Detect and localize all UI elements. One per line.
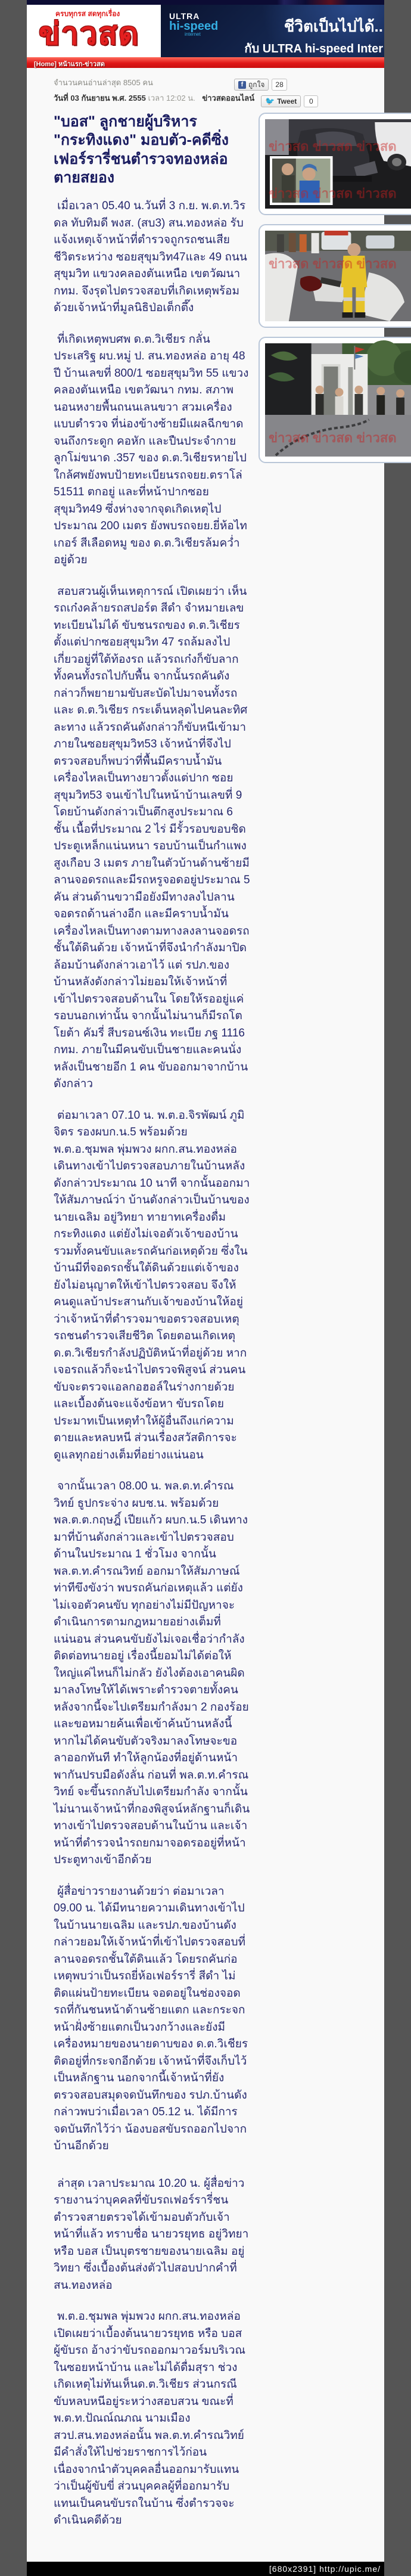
facebook-like-count: 28 <box>272 79 287 91</box>
article-headline: "บอส" ลูกชายผู้บริหาร "กระทิงแดง" มอบตัว-คดีซิ่งเฟอร์รารี่ชนตำรวจทองหล่อตายสยอง <box>54 113 229 186</box>
article-paragraph: ล่าสุด เวลาประมาณ 10.20 น. ผู้สื่อข่าวรายงานว่าบุคคลที่ขับรถเฟอร์รารี่ชนตำรวจสายตรวจได้เข้ามอบตัวกับเจ้าหน้าที่แล้ว ทราบชื่อ นายวรยุทธ อยู่วิทยา หรือ บอส เป็นบุตรชายของนายเฉลิม อยู่วิทยา ซึ่งเบื้องต้นส่งตัวไปสอบปากคำที่สน.ทองหล่อ <box>54 2177 249 2292</box>
breadcrumb-home-link[interactable]: [Home] หน้าแรก-ข่าวสด <box>27 57 384 68</box>
image-host-credit: [680x2391] http://upic.me/ <box>269 2563 381 2574</box>
site-header <box>27 5 384 57</box>
article-paragraph: พ.ต.อ.ชุมพล พุ่มพวง ผกก.สน.ทองหล่อ เปิดเผยว่าเบื้องต้นนายวรยุทธ หรือ บอส ผู้ขับรถ อ้างว่าขับรถออกมาวอร์มบริเวณในซอยหน้าบ้าน และไม่ได้ดื่มสุรา ช่วงเกิดเหตุไม่ทันเห็นด.ต.วิเชียร ส่วนกรณีขับหลบหนีอยู่ระหว่างสอบสวน ขณะที่ พ.ต.ท.ปัณณ์ณภณ นามเมือง สวป.สน.ทองหล่อนั้น พล.ต.ท.คำรณวิทย์มีคำสั่งให้ไปช่วยราชการไว้ก่อน เนื่องจากนำตัวบุคคลอื่นออกมารับแทน ว่าเป็นผู้ขับขี่ ส่วนบุคคลผู้ที่ออกมารับแทนเป็นคนขับรถในบ้าน ซึ่งตำรวจจะดำเนินคดีด้วย <box>54 2310 246 2527</box>
facebook-like-label: ถูกใจ <box>248 80 265 89</box>
facebook-like-button[interactable] <box>234 79 269 91</box>
article-paragraph: เมื่อเวลา 05.40 น.วันที่ 3 ก.ย. พ.ต.ท.วิรดล ทับทิมดี พงส. (สบ3) สน.ทองหล่อ รับแจ้งเหตุเจ้าหน้าที่ตำรวจถูกรถชนเสียชีวิตระหว่าง ซอยสุขุมวิท47และ 49 ถนนสุขุมวิท แขวงคลองตันเหนือ เขตวัฒนา กทม. จึงรุดไปตรวจสอบที่เกิดเหตุพร้อมด้วยเจ้าหน้าที่มูลนิธิป่อเต็กตึ๊ง <box>54 200 247 314</box>
photo-watermark: ข่าวสด ข่าวสด ข่าวสด <box>269 186 397 201</box>
photo-watermark: ข่าวสด ข่าวสด ข่าวสด <box>269 139 397 154</box>
article-meta <box>27 68 384 108</box>
ad-brand-internet: internet <box>185 32 201 37</box>
page <box>27 0 397 2576</box>
photo-house-entrance-illustration <box>265 343 411 457</box>
photo-watermark: ข่าวสด ข่าวสด ข่าวสด <box>269 430 397 445</box>
logo-text: ข่าวสด <box>39 17 140 51</box>
facebook-icon: f <box>238 81 246 89</box>
article-paragraph: จากนั้นเวลา 08.00 น. พล.ต.ท.คำรณวิทย์ ธูปกระจ่าง ผบช.น. พร้อมด้วย พล.ต.ต.กฤษฎิ์ เปียแก้ว ผบก.น.5 เดินทางมาที่บ้านดังกล่าวและเข้าไปตรวจสอบด้านในประมาณ 1 ชั่วโมง จากนั้น พล.ต.ท.คำรณวิทย์ ออกมาให้สัมภาษณ์ท่าทีขึงขังว่า พบรถคันก่อเหตุแล้ว แต่ยังไม่เจอตัวคนขับ ทุกอย่างไม่มีปัญหาจะดำเนินการตามกฎหมายอย่างเต็มที่แน่นอน ส่วนคนขับยังไม่เจอเชื่อว่ากำลังติดต่อทนายอยู่ เรื่องนี้ยอมไม่ได้ต่อให้ใหญ่แค่ไหนก็ไม่กลัว ยังไงต้องเอาคนผิดมาลงโทษให้ได้เพราะตำรวจตายทั้งคน หลังจากนี้จะไปเตรียมกำลังมา 2 กองร้อย และขอหมายค้นเพื่อเข้าค้นบ้านหลังนี้ หากไม่ได้คนขับตัวจริงมาลงโทษจะขอลาออกทันที ทำให้ลูกน้องที่อยู่ด้านหน้าพากันปรบมือดังลั่น ก่อนที่ พล.ต.ท.คำรณวิทย์ จะขึ้นรถกลับไปเตรียมกำลัง จากนั้นไม่นานเจ้าหน้าที่กองพิสูจน์หลักฐานก็เดินทางเข้าไปตรวจสอบด้านในบ้าน และเจ้าหน้าที่ตำรวจนำรถยกมาจอดรออยู่ที่หน้าประตูทางเข้าอีกด้วย <box>54 1480 250 1866</box>
photo-accident-scene <box>265 231 411 321</box>
photo-house-entrance <box>265 343 411 457</box>
photo-crashed-ferrari-illustration <box>265 119 411 209</box>
article-photo-column <box>250 113 411 2544</box>
photo-accident-scene-illustration <box>265 231 411 321</box>
ultra-hispeed-ad-banner[interactable] <box>161 5 384 57</box>
article-time: เวลา 12:02 น. <box>148 94 195 103</box>
image-host-footer <box>27 2562 384 2576</box>
photo-box-ferrari <box>259 113 411 215</box>
article-paragraph: ที่เกิดเหตุพบศพ ด.ต.วิเชียร กลั่นประเสริฐ ผบ.หมู่ ป. สน.ทองหล่อ อายุ 48 ปี บ้านเลขที่ 800/1 ซอยสุขุมวิท 55 แขวงคลองตันเหนือ เขตวัฒนา กทม. สภาพนอนหงายพื้นถนนเลนขวา สวมเครื่องแบบตำรวจ ที่น่องข้างซ้ายมีแผลฉีกขาดจนถึงกระดูก คอหัก และปืนประจำกายลูกโม่ขนาด .357 ของ ด.ต.วิเชียรหายไป ใกล้ศพยังพบป้ายทะเบียนรถจยย.ตราโล่ 51511 ตกอยู่ และที่หน้าปากซอยสุขุมวิท49 ซึ่งห่างจากจุดเกิดเหตุไปประมาณ 200 เมตร ยังพบรถจยย.ยี่ห้อไทเกอร์ สีเลือดหมู ของ ด.ต.วิเชียรล้มคว่ำอยู่ด้วย <box>54 333 249 566</box>
social-buttons <box>234 79 377 112</box>
ultra-hispeed-logo <box>169 12 218 37</box>
photo-crashed-ferrari <box>265 119 411 209</box>
article-paragraph: ต่อมาเวลา 07.10 น. พ.ต.อ.จิรพัฒน์ ภูมิจิตร รองผบก.น.5 พร้อมด้วย พ.ต.อ.ชุมพล พุ่มพวง ผกก.สน.ทองหล่อ เดินทางเข้าไปตรวจสอบภายในบ้านหลังดังกล่าวประมาณ 10 นาที จากนั้นออกมาให้สัมภาษณ์ว่า บ้านดังกล่าวเป็นบ้านของ นายเฉลิม อยู่วิทยา ทายาทเครื่องดื่มกระทิงแดง แต่ยังไม่เจอตัวเจ้าของบ้าน รวมทั้งคนขับและรถคันก่อเหตุด้วย ซึ่งในบ้านมีที่จอดรถชั้นใต้ดินด้วยแต่เจ้าของยังไม่อนุญาตให้เข้าไปตรวจสอบ จึงให้คนดูแลบ้าประสานกับเจ้าของบ้านให้อยู่ว่าเจ้าหน้าที่ตำรวจมาขอตรวจสอบเหตุรถชนตำรวจเสียชีวิต โดยตอนเกิดเหตุ ด.ต.วิเชียรกำลังปฏิบัติหน้าที่อยู่ด้วย หากเจอรถแล้วก็จะนำไปตรวจพิสูจน์ ส่วนคนขับจะตรวจแอลกอฮอล์ในร่างกายด้วย และเบื้องต้นจะแจ้งข้อหา ขับรถโดยประมาทเป็นเหตุทำให้ผู้อื่นถึงแก่ความตายและหลบหนี ส่วนเรื่องสวัสดิการจะดูแลทุกอย่างเต็มที่อย่างแน่นอน <box>54 1109 250 1461</box>
tweet-row <box>261 95 377 107</box>
tweet-count: 0 <box>304 95 318 107</box>
ad-brand-ultra: ULTRA <box>169 11 200 21</box>
twitter-bird-icon: 🐦 <box>265 97 275 105</box>
photo-box-house <box>259 337 411 463</box>
article-body <box>27 108 397 2562</box>
article-text-column <box>54 113 250 2544</box>
photo-watermark: ข่าวสด ข่าวสด ข่าวสด <box>269 256 397 271</box>
khaosod-logo[interactable] <box>27 5 161 57</box>
article-source: ข่าวสดออนไลน์ <box>202 94 255 103</box>
tweet-button[interactable] <box>261 95 301 107</box>
logo-tagline: ครบทุกรส สดทุกเรื่อง <box>55 10 120 18</box>
facebook-like-row <box>234 79 377 91</box>
article-paragraph: สอบสวนผู้เห็นเหตุการณ์ เปิดเผยว่า เห็นรถเก๋งคล้ายรถสปอร์ต สีดำ จำหมายเลขทะเบียนไม่ได้ ขับชนรถของ ด.ต.วิเชียร ตั้งแต่ปากซอยสุขุมวิท 47 รถล้มลงไปเกี่ยวอยู่ที่ใต้ท้องรถ แล้วรถเก๋งก็ขับลากทั้งคนทั้งรถไปกับพื้น จากนั้นรถคันดังกล่าวก็พยายามขับสะบัดไปมาจนทั้งรถและ ด.ต.วิเชียร กระเด็นหลุดไปคนละทิศละทาง แล้วรถคันดังกล่าวก็ขับหนีเข้ามาภายในซอยสุขุมวิท53 เจ้าหน้าที่จึงไปตรวจสอบก็พบว่าที่พื้นมีคราบน้ำมันเครื่องไหลเป็นทางยาวตั้งแต่ปาก ซอยสุขุมวิท53 จนเข้าไปในหน้าบ้านเลขที่ 9 โดยบ้านดังกล่าวเป็นตึกสูงประมาณ 6 ชั้น เนื้อที่ประมาณ 2 ไร่ มีรั้วรอบขอบชิดประตูเหล็กแน่นหนา รอบบ้านเป็นกำแพงสูงเกือบ 3 เมตร ภายในตัวบ้านด้านซ้ายมีลานจอดรถและมีรถหรูจอดอยู่ประมาณ 5 คัน ส่วนด้านขวามือยังมีทางลงไปลานจอดรถด้านล่างอีก และมีคราบน้ำมันเครื่องไหลเป็นทางตามทางลงลานจอดรถชั้นใต้ดินด้วย เจ้าหน้าที่จึงนำกำลังมาปิดล้อมบ้านดังกล่าวเอาไว้ แต่ รปภ.ของบ้านหลังดังกล่าวไม่ยอมให้เจ้าหน้าที่เข้าไปตรวจสอบด้านใน โดยให้รออยู่แค่รอบนอกเท่านั้น จากนั้นไม่นานก็มีรถโตโยต้า คัมรี่ สีบรอนซ์เงิน ทะเบีย ภฐ 1116 กทม. ภายในมีคนขับเป็นชายและคนนั่งหลังเป็นชายอีก 1 คน ขับออกมาจากบ้านดังกล่าว <box>54 585 250 1090</box>
photo-box-accident-scene <box>259 224 411 328</box>
tweet-label: Tweet <box>277 97 297 105</box>
article-paragraph: ผู้สื่อข่าวรายงานด้วยว่า ต่อมาเวลา 09.00 น. ได้มีทนายความเดินทางเข้าไปในบ้านนายเฉลิม และรปภ.ของบ้านดังกล่าวยอมให้เจ้าหน้าที่เข้าไปตรวจสอบที่ลานจอดรถชั้นใต้ดินแล้ว โดยรถคันก่อเหตุพบว่าเป็นรถยี่ห้อเฟอร์รารี่ สีดำ ไม่ติดแผ่นป้ายทะเบียน จอดอยู่ในช่องจอดรถที่กันชนหน้าด้านซ้ายแตก และกระจกหน้าฝั่งซ้ายแตกเป็นวงกว้างและยังมีเครื่องหมายของนายดาบของ ด.ต.วิเชียร ติดอยู่ที่กระจกอีกด้วย เจ้าหน้าที่จึงเก็บไว้เป็นหลักฐาน นอกจากนี้เจ้าหน้าที่ยังตรวจสอบสมุดจดบันทึกของ รปภ.บ้านดังกล่าวพบว่าเมื่อเวลา 05.12 น. ได้มีการจดบันทึกไว้ว่า น้องบอสขับรถออกไปจากบ้านอีกด้วย <box>54 1885 248 2152</box>
article-date: วันที่ 03 กันยายน พ.ศ. 2555 <box>54 94 146 103</box>
ad-brand-hispeed: hi-speed <box>169 20 219 33</box>
ad-tagline: ชีวิตเป็นไปได้.. กับ ULTRA hi-speed Inter <box>244 17 383 55</box>
read-count: จำนวนคนอ่านล่าสุด 8505 คน <box>54 78 153 87</box>
top-strip <box>27 0 384 5</box>
